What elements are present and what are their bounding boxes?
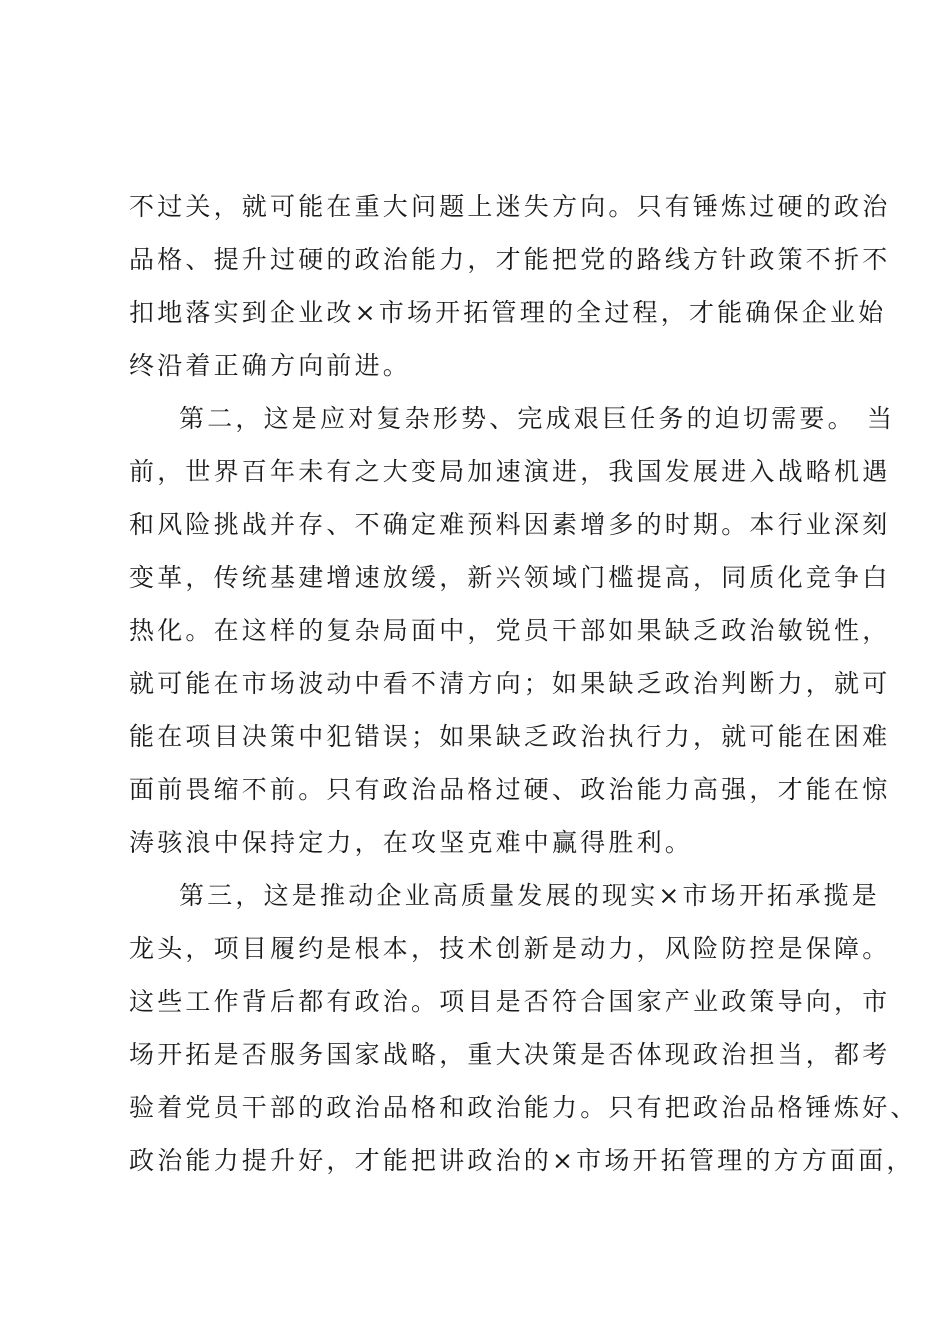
text-line: 前，世界百年未有之大变局加速演进，我国发展进入战略机遇 — [129, 457, 891, 486]
text-line: 能在项目决策中犯错误；如果缺乏政治执行力，就可能在困难 — [129, 722, 891, 751]
paragraph-1 — [129, 180, 891, 392]
text-line: 这些工作背后都有政治。项目是否符合国家产业政策导向，市 — [129, 987, 891, 1016]
text-line: 涛骇浪中保持定力，在攻坚克难中赢得胜利。 — [129, 828, 694, 857]
text-line: 第二，这是应对复杂形势、完成艰巨任务的迫切需要。 当 — [179, 404, 896, 433]
text-line: 场开拓是否服务国家战略，重大决策是否体现政治担当，都考 — [129, 1040, 891, 1069]
paragraph-3 — [129, 869, 919, 1187]
text-line: 龙头，项目履约是根本，技术创新是动力，风险防控是保障。 — [129, 934, 891, 963]
document-body — [129, 180, 919, 1187]
text-line: 终沿着正确方向前进。 — [129, 351, 412, 380]
text-line: 就可能在市场波动中看不清方向；如果缺乏政治判断力，就可 — [129, 669, 891, 698]
text-line: 和风险挑战并存、不确定难预料因素增多的时期。本行业深刻 — [129, 510, 891, 539]
text-line: 品格、提升过硬的政治能力，才能把党的路线方针政策不折不 — [129, 245, 891, 274]
text-line: 面前畏缩不前。只有政治品格过硬、政治能力高强，才能在惊 — [129, 775, 891, 804]
text-line: 变革，传统基建增速放缓，新兴领域门槛提高，同质化竞争白 — [129, 563, 891, 592]
paragraph-2 — [129, 392, 896, 869]
text-line: 验着党员干部的政治品格和政治能力。只有把政治品格锤炼好、 — [129, 1093, 919, 1122]
text-line: 政治能力提升好，才能把讲政治的×市场开拓管理的方方面面， — [129, 1146, 915, 1175]
text-line: 热化。在这样的复杂局面中，党员干部如果缺乏政治敏锐性， — [129, 616, 891, 645]
text-line: 第三，这是推动企业高质量发展的现实×市场开拓承揽是 — [179, 881, 880, 910]
text-line: 扣地落实到企业改×市场开拓管理的全过程，才能确保企业始 — [129, 298, 887, 327]
text-line: 不过关，就可能在重大问题上迷失方向。只有锤炼过硬的政治 — [129, 192, 891, 221]
